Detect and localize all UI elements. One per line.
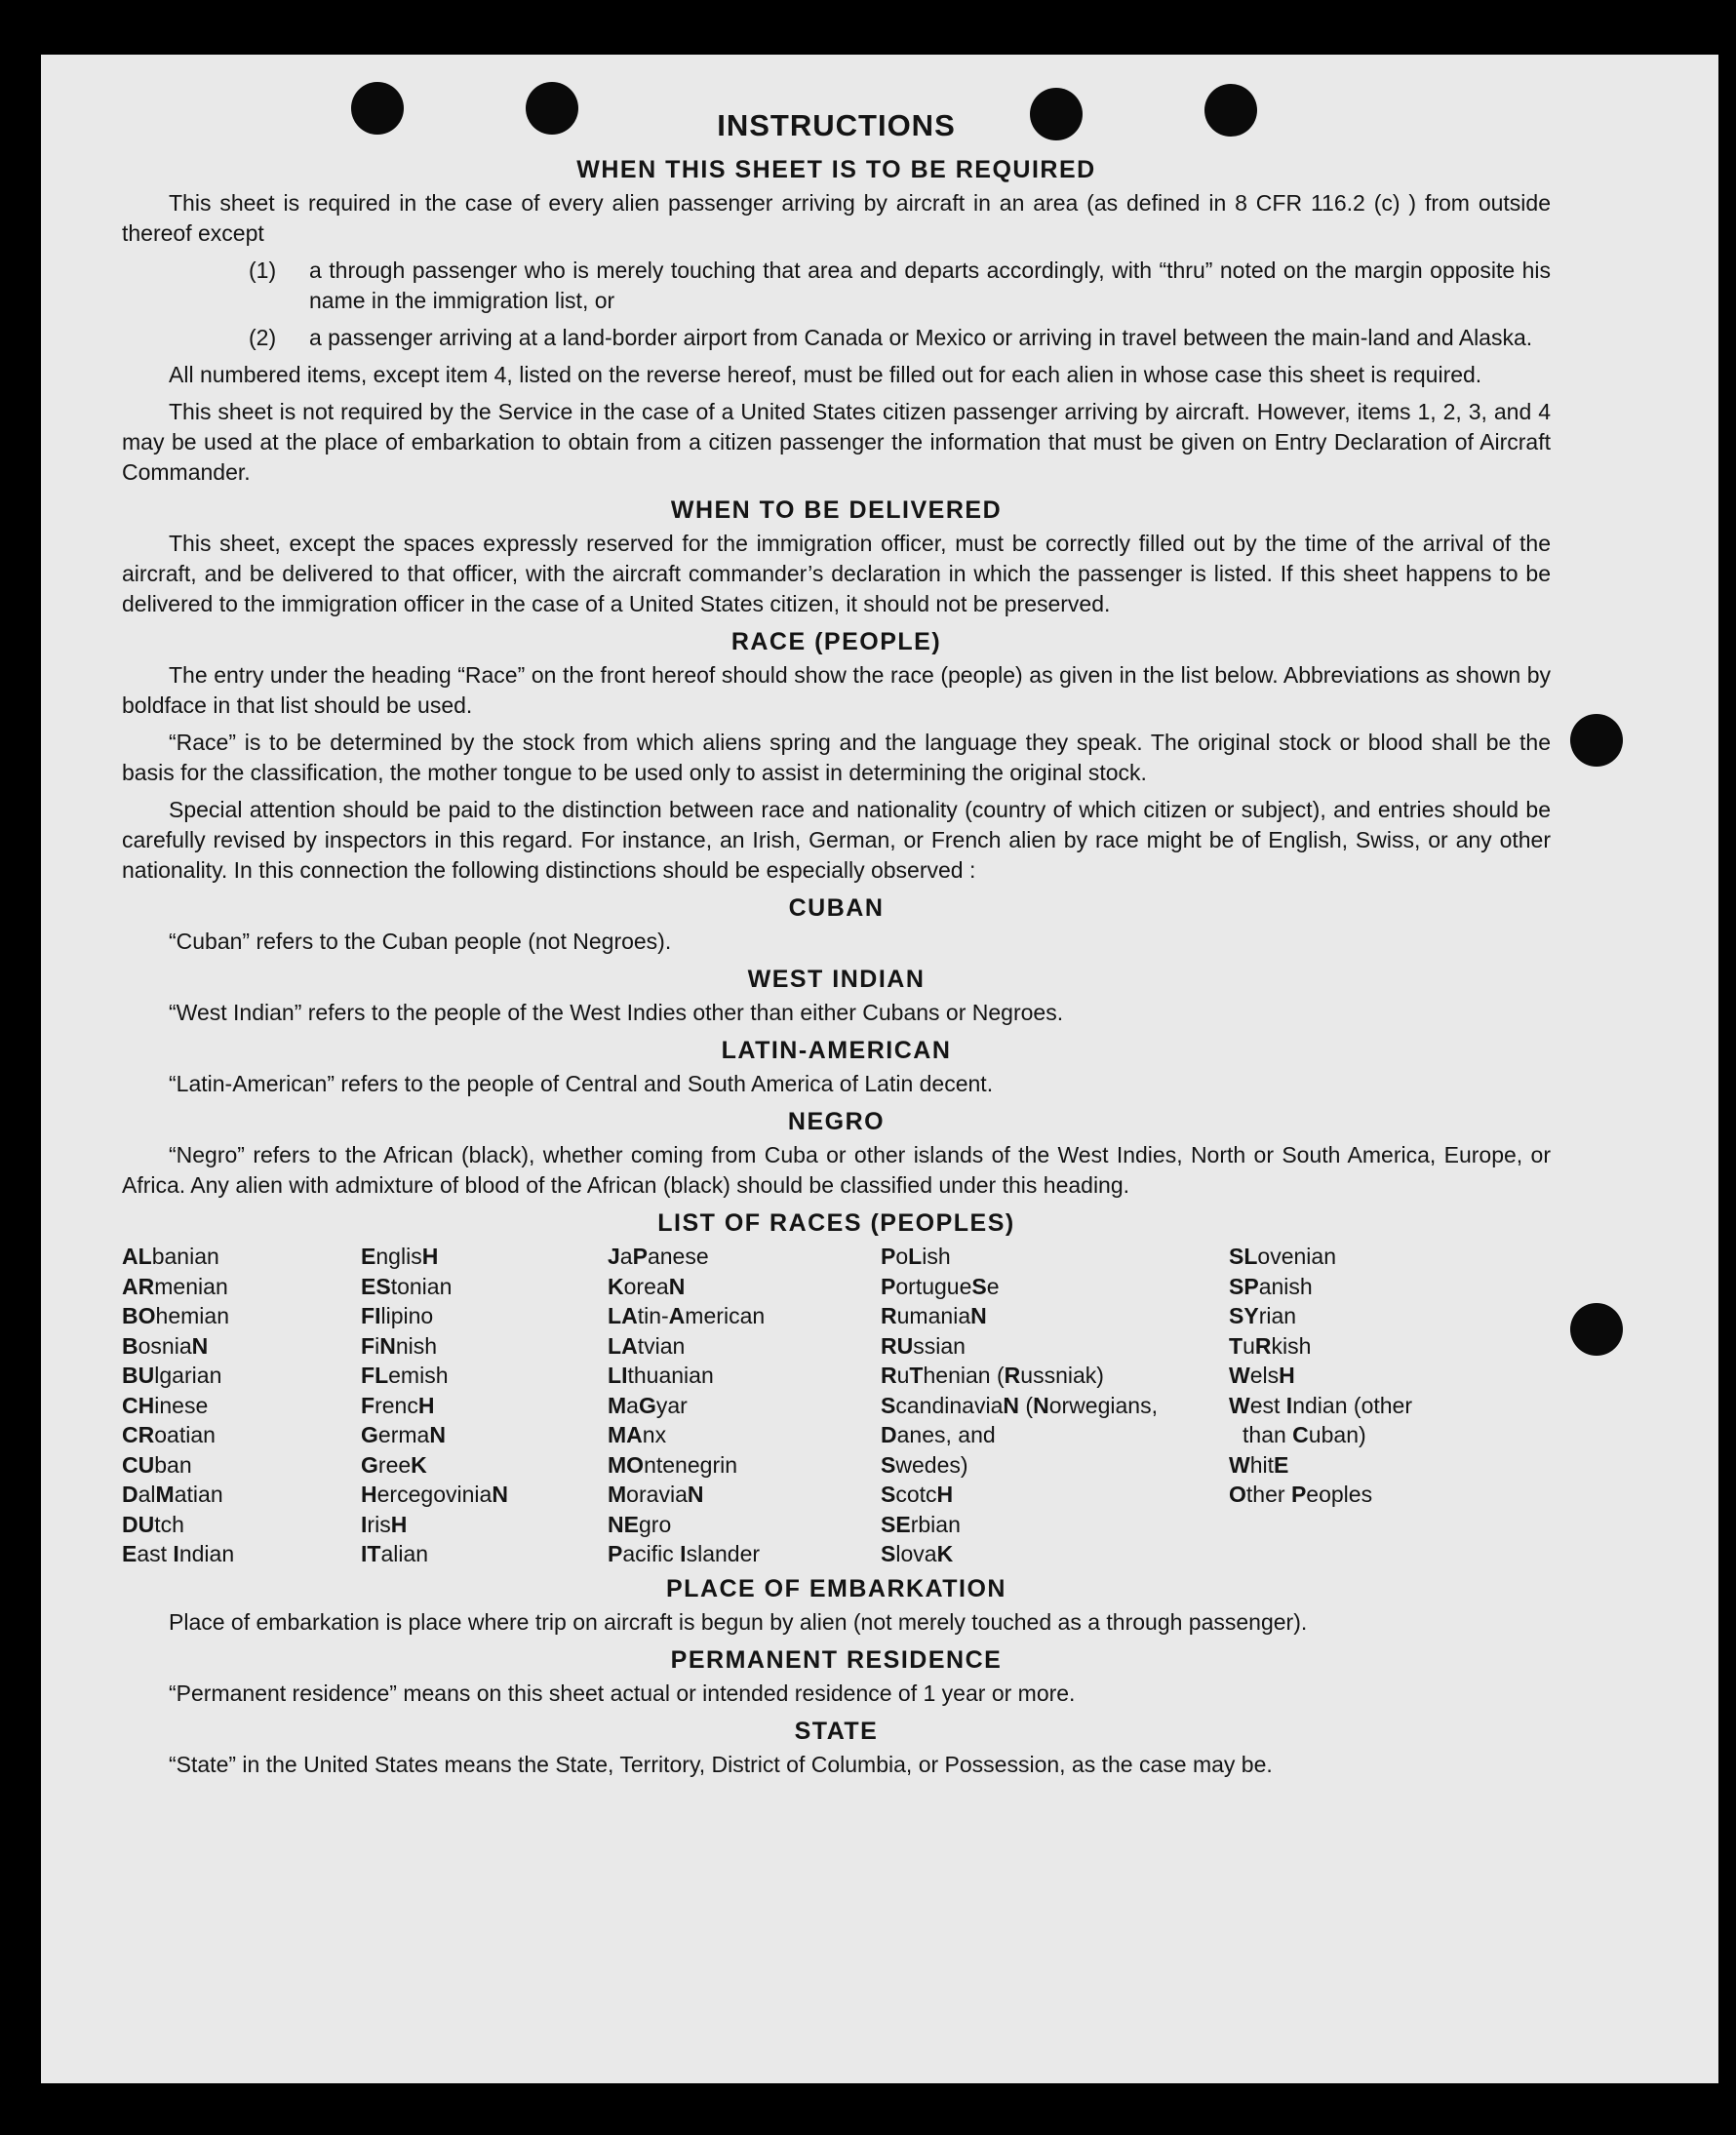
race-item: MaGyar	[608, 1392, 688, 1418]
heading-state: STATE	[794, 1717, 879, 1745]
heading-west-indian: WEST INDIAN	[747, 966, 926, 993]
race-item: SYrian	[1229, 1303, 1297, 1328]
race-item: Danes, and	[881, 1422, 996, 1447]
race-item: FLemish	[361, 1363, 449, 1388]
instructions-content	[122, 107, 1551, 1787]
race-paragraph-1: The entry under the heading “Race” on the front hereof should show the race (people) as given in the list below. Abbreviations as shown by boldface in that list should be used.	[122, 662, 1551, 718]
negro-paragraph: “Negro” refers to the African (black), whether coming from Cuba or other islands of the West Indies, North or South America, Europe, or Africa. Any alien with admixture of blood of the African (black) should be classified under this heading.	[122, 1142, 1551, 1198]
race-column	[122, 1242, 361, 1569]
heading-negro: NEGRO	[787, 1108, 886, 1135]
race-item: ITalian	[361, 1541, 429, 1566]
exception-text: a passenger arriving at a land-border airport from Canada or Mexico or arriving in travel between the main-land and Alaska.	[309, 325, 1533, 350]
west-indian-paragraph: “West Indian” refers to the people of the West Indies other than either Cubans or Negroes.	[169, 1000, 1064, 1025]
race-item: LIthuanian	[608, 1363, 714, 1388]
race-item: ALbanian	[122, 1244, 219, 1269]
race-item: than Cuban)	[1243, 1422, 1366, 1447]
race-item: TuRkish	[1229, 1332, 1312, 1359]
punch-hole	[1570, 1303, 1623, 1356]
race-item: SlovaK	[881, 1541, 954, 1566]
race-item: HercegoviniaN	[361, 1482, 508, 1507]
race-item: East Indian	[122, 1541, 235, 1566]
residence-paragraph: “Permanent residence” means on this sheet actual or intended residence of 1 year or more.	[169, 1680, 1076, 1706]
race-item: DUtch	[122, 1511, 184, 1537]
race-item: DalMatian	[122, 1482, 223, 1507]
heading-latin-american: LATIN-AMERICAN	[721, 1037, 952, 1064]
race-item: GreeK	[361, 1451, 427, 1478]
race-item: LAtin-American	[608, 1303, 766, 1328]
race-column	[1229, 1242, 1551, 1569]
race-item: CHinese	[122, 1392, 209, 1418]
race-paragraph-2: “Race” is to be determined by the stock from which aliens spring and the language they speak. The original stock or blood shall be the basis for the classification, the mother tongue to be used only to assist in determining the original stock.	[122, 730, 1551, 785]
race-item: Pacific Islander	[608, 1541, 761, 1566]
race-item: FrencH	[361, 1392, 435, 1418]
race-item: KoreaN	[608, 1273, 686, 1299]
heading-race: RACE (PEOPLE)	[730, 628, 942, 655]
race-item: Swedes)	[881, 1451, 968, 1478]
race-column	[881, 1242, 1229, 1569]
state-paragraph: “State” in the United States means the State, Territory, District of Columbia, or Possession, as the case may be.	[169, 1751, 1273, 1777]
punch-hole	[1570, 714, 1623, 767]
race-item: SLovenian	[1229, 1244, 1337, 1269]
race-item: PortugueSe	[881, 1273, 1000, 1299]
race-item: Other Peoples	[1229, 1482, 1373, 1507]
race-item: PoLish	[881, 1244, 951, 1269]
exception-text: a through passenger who is merely touching that area and departs accordingly, with “thru” noted on the margin opposite his name in the immigration list, or	[309, 257, 1551, 313]
race-column	[361, 1242, 608, 1569]
race-item: IrisH	[361, 1511, 408, 1537]
embarkation-paragraph: Place of embarkation is place where trip on aircraft is begun by alien (not merely touched as a through passenger).	[169, 1608, 1308, 1635]
race-item: ScandinaviaN (Norwegians,	[881, 1392, 1158, 1418]
exception-number: (1)	[249, 257, 277, 283]
race-item: West Indian (other	[1229, 1392, 1413, 1418]
race-item: MAnx	[608, 1422, 667, 1447]
heading-when-delivered: WHEN TO BE DELIVERED	[670, 496, 1003, 524]
race-item: SErbian	[881, 1511, 961, 1537]
exception-item	[122, 323, 1551, 353]
race-item: WelsH	[1229, 1363, 1295, 1388]
required-intro: This sheet is required in the case of every alien passenger arriving by aircraft in an area (as defined in 8 CFR 116.2 (c) ) from outside thereof except	[122, 190, 1551, 246]
race-item: RuThenian (Russniak)	[881, 1363, 1104, 1388]
citizen-paragraph: This sheet is not required by the Service in the case of a United States citizen passenger arriving by aircraft. However, items 1, 2, 3, and 4 may be used at the place of embarkation to obtain from a citizen passenger the information that must be given on Entry Declaration of Aircraft Commander.	[122, 399, 1551, 485]
latin-american-paragraph: “Latin-American” refers to the people of Central and South America of Latin decent.	[169, 1071, 994, 1096]
delivered-paragraph: This sheet, except the spaces expressly reserved for the immigration officer, must be correctly filled out by the time of the arrival of the aircraft, and be delivered to that officer, with the aircraft commander’s declaration in which the passenger is listed. If this sheet happens to be delivered to the immigration officer in the case of a United States citizen, it should not be preserved.	[122, 531, 1551, 616]
exception-item	[122, 256, 1551, 316]
race-item: NEgro	[608, 1511, 672, 1537]
race-item: RUssian	[881, 1332, 966, 1359]
race-list	[122, 1242, 1551, 1569]
race-item: MOntenegrin	[608, 1451, 738, 1478]
numbered-items-paragraph: All numbered items, except item 4, listed on the reverse hereof, must be filled out for each alien in whose case this sheet is required.	[169, 362, 1482, 387]
race-item: ScotcH	[881, 1482, 954, 1507]
page-title: INSTRUCTIONS	[717, 108, 956, 142]
race-item: FIlipino	[361, 1303, 434, 1328]
race-item: LAtvian	[608, 1332, 686, 1359]
race-item: FiNnish	[361, 1332, 438, 1359]
race-item: BOhemian	[122, 1303, 229, 1328]
race-item: BUlgarian	[122, 1363, 222, 1388]
race-paragraph-3: Special attention should be paid to the distinction between race and nationality (country of which citizen or subject), and entries should be carefully revised by inspectors in this regard. For instance, an Irish, German, or French alien by race might be of English, Swiss, or any other nationality. In this connection the following distinctions should be especially observed :	[122, 797, 1551, 883]
heading-list-of-races: LIST OF RACES (PEOPLES)	[657, 1209, 1015, 1237]
race-item: SPanish	[1229, 1273, 1313, 1299]
race-item: ARmenian	[122, 1273, 228, 1299]
heading-permanent-residence: PERMANENT RESIDENCE	[670, 1645, 1003, 1674]
race-item: JaPanese	[608, 1244, 709, 1269]
race-item: BosniaN	[122, 1332, 209, 1359]
race-item: EnglisH	[361, 1244, 439, 1269]
cuban-paragraph: “Cuban” refers to the Cuban people (not Negroes).	[169, 929, 672, 954]
race-item: EStonian	[361, 1273, 453, 1299]
heading-cuban: CUBAN	[788, 894, 885, 922]
race-item: CRoatian	[122, 1422, 216, 1447]
exception-number: (2)	[249, 325, 277, 350]
race-item: GermaN	[361, 1422, 446, 1447]
race-column	[608, 1242, 881, 1569]
heading-place-of-embarkation: PLACE OF EMBARKATION	[666, 1574, 1006, 1602]
race-item: MoraviaN	[608, 1482, 704, 1507]
race-item: WhitE	[1229, 1451, 1289, 1478]
race-item: RumaniaN	[881, 1303, 987, 1328]
race-item: CUban	[122, 1451, 192, 1478]
heading-when-required: WHEN THIS SHEET IS TO BE REQUIRED	[576, 156, 1096, 183]
